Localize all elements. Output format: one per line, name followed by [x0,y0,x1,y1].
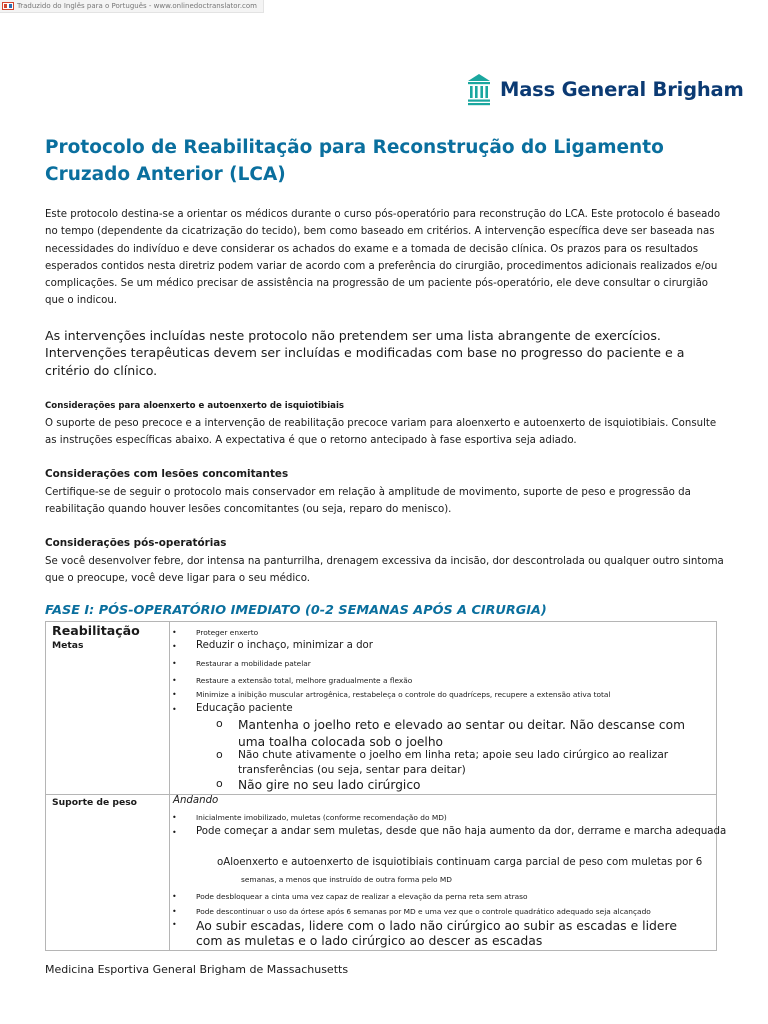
list-item-text: Pode descontinuar o uso da órtese após 6 semanas por MD e uma vez que o controle quadrático adequado seja alcançado [196,907,651,916]
page-title: Protocolo de Reabilitação para Reconstrução do Ligamento Cruzado Anterior (LCA) [45,137,664,185]
walking-subheading: Andando [173,795,219,806]
bullet-icon: • [172,907,177,916]
section-text-grafts: O suporte de peso precoce e a intervenção de reabilitação precoce variam para aloenxerto e autoenxerto de isquiotibiais. Consulte as instruções específicas abaixo. A expectativa é que o retorno antecipado à fase esportiva seja adiado. [45,418,717,447]
nested-note: oAloenxerto e autoenxerto de isquiotibiais continuam carga parcial de peso com muletas por 6 [217,857,703,868]
table-column-divider [169,622,170,950]
table-row-divider [46,794,716,795]
bullet-icon: • [172,628,177,637]
list-item-text: Minimize a inibição muscular artrogênica, restabeleça o controle do quadríceps, recupere a extensão ativa total [196,690,611,699]
row-label-weight-bearing: Suporte de peso [52,797,137,808]
phase-table [45,621,727,951]
page-footer: Medicina Esportiva General Brigham de Massachusetts [45,963,349,976]
section-heading-postop: Considerações pós-operatórias [45,537,227,549]
list-item-text: Restaurar a mobilidade patelar [196,659,311,668]
bullet-icon: • [172,813,177,822]
bullet-icon: • [172,690,177,699]
section-heading-concomitant: Considerações com lesões concomitantes [45,468,289,480]
section-text-concomitant: Certifique-se de seguir o protocolo mais conservador em relação à amplitude de movimento, suporte de peso e progressão da reabilitação quando houver lesões concomitantes (ou seja, reparo do menisco). [45,487,691,516]
translator-notice [0,0,264,13]
circle-bullet-icon: o [216,777,223,790]
list-item-text: Pode começar a andar sem muletas, desde que não haja aumento da dor, derrame e marcha adequada [196,826,727,837]
phase-heading: FASE I: PÓS-OPERATÓRIO IMEDIATO (0-2 SEMANAS APÓS A CIRURGIA) [45,603,547,618]
bullet-icon: • [172,676,177,685]
list-item-text: Educação paciente [196,703,293,714]
section-text-postop: Se você desenvolver febre, dor intensa na panturrilha, drenagem excessiva da incisão, dor descontrolada ou qualquer outro sintoma que o preocupe, você deve ligar para o seu médico. [45,556,724,585]
bullet-icon: • [172,659,177,668]
list-item-text: Pode desbloquear a cinta uma vez capaz de realizar a elevação da perna reta sem atraso [196,892,528,901]
interventions-note: As intervenções incluídas neste protocolo não pretendem ser uma lista abrangente de exercícios. Intervenções terapêuticas devem ser incluídas e modificadas com base no progresso do paciente e a critério do clínico. [45,328,685,378]
intro-paragraph: Este protocolo destina-se a orientar os médicos durante o curso pós-operatório para reconstrução do LCA. Este protocolo é baseado no tempo (dependente da cicatrização do tecido), bem como baseado em critérios. A intervenção específica deve ser baseada nas necessidades do indivíduo e deve considerar os achados do exame e a tomada de decisão clínica. Os prazos para os resultados esperados contidos nesta diretriz podem variar de acordo com a preferência do cirurgião, procedimentos adicionais realizados e/ou complicações. Se um médico precisar de assistência na progressão de um paciente pós-operatório, ele deve consultar o cirurgião que o indicou. [45,209,721,307]
nested-note-continued: semanas, a menos que instruído de outra forma pelo MD [241,875,452,884]
brand-name: Mass General Brigham [500,77,744,101]
circle-bullet-icon: o [216,717,223,730]
bullet-icon: • [172,892,177,901]
bullet-icon: • [172,705,177,714]
list-item-text: Ao subir escadas, lidere com o lado não cirúrgico ao subir as escadas e lidere com as muletas e o lado cirúrgico ao descer as escadas [196,918,677,948]
list-item-text: Restaure a extensão total, melhore gradualmente a flexão [196,676,413,685]
row-sublabel-goals: Metas [52,640,84,651]
list-item-text: Proteger enxerto [196,628,259,637]
bullet-icon: • [172,920,177,929]
list-item-text: Reduzir o inchaço, minimizar a dor [196,640,373,651]
bullet-icon: • [172,828,177,837]
sub-list-item-text: Mantenha o joelho reto e elevado ao sentar ou deitar. Não descanse com uma toalha colocada sob o joelho [238,718,685,749]
list-item-text: Inicialmente imobilizado, muletas (conforme recomendação do MD) [196,813,447,822]
building-icon [466,72,492,106]
sub-list-item-text: Não gire no seu lado cirúrgico [238,778,421,792]
circle-bullet-icon: o [216,748,223,761]
bullet-icon: • [172,642,177,651]
row-label-rehab: Reabilitação [52,623,140,638]
translate-icon [2,2,14,10]
section-heading-grafts: Considerações para aloenxerto e autoenxerto de isquiotibiais [45,401,345,411]
brand-logo [466,72,744,106]
translator-text: Traduzido do Inglês para o Português - www.onlinedoctranslator.com [17,2,257,10]
sub-list-item-text: Não chute ativamente o joelho em linha reta; apoie seu lado cirúrgico ao realizar transferências (ou seja, sentar para deitar) [238,749,669,776]
